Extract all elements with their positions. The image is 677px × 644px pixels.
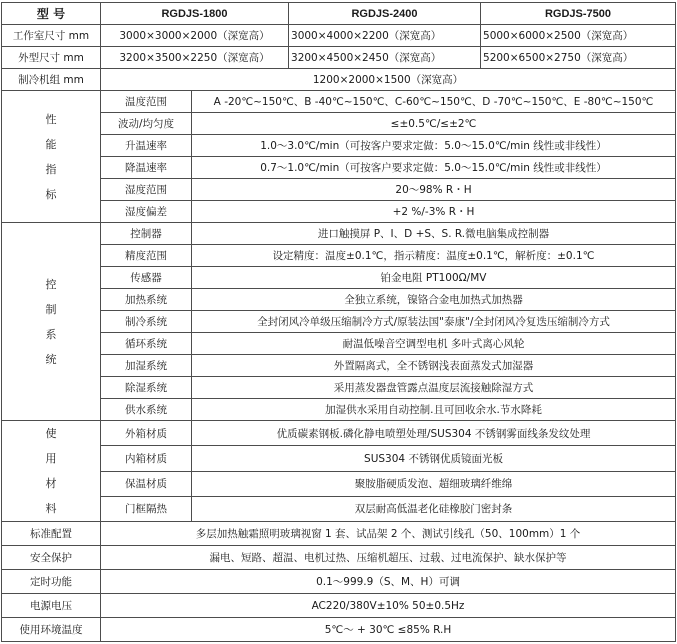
row-label: 湿度偏差	[101, 201, 192, 223]
row-value: 0.7～1.0℃/min（可按客户要求定做：5.0～15.0℃/min 线性或非线性）	[192, 157, 676, 179]
group-title-char: 统	[45, 352, 57, 366]
spec-row	[2, 546, 676, 570]
group-title	[2, 223, 101, 421]
spec-row	[2, 399, 676, 421]
row-label: 外型尺寸 mm	[2, 47, 101, 69]
row-value: AC220/380V±10% 50±0.5Hz	[101, 594, 676, 618]
row-label: 循环系统	[101, 333, 192, 355]
size-row	[2, 25, 676, 47]
row-value: 5℃～ + 30℃ ≤85% R.H	[101, 618, 676, 642]
size-value: 3000×4000×2200（深宽高）	[289, 25, 481, 47]
row-label: 标准配置	[2, 522, 101, 546]
row-label: 波动/均匀度	[101, 113, 192, 135]
size-row	[2, 47, 676, 69]
row-label: 精度范围	[101, 245, 192, 267]
size-value: 5200×6500×2750（深宽高）	[481, 47, 676, 69]
row-value: 优质碳素钢板.磷化静电喷塑处理/SUS304 不锈钢雾面线条发纹处理	[192, 421, 676, 446]
header-model-7500: RGDJS-7500	[481, 3, 676, 25]
refrigeration-row	[2, 69, 676, 91]
row-value: 0.1～999.9（S、M、H）可调	[101, 570, 676, 594]
spec-row	[2, 446, 676, 471]
row-label: 除湿系统	[101, 377, 192, 399]
group-title-char: 标	[45, 187, 57, 201]
row-value: +2 %/-3% R・H	[192, 201, 676, 223]
row-value: 20～98% R・H	[192, 179, 676, 201]
spec-row	[2, 157, 676, 179]
group-title-char: 性	[45, 112, 57, 126]
bottom-body	[2, 522, 676, 642]
row-value: 多层加热触霜照明玻璃视窗 1 套、试品架 2 个、测试引线孔（50、100mm）1 个	[101, 522, 676, 546]
row-value: 进口触摸屏 P、I、D +S、S. R.微电脑集成控制器	[192, 223, 676, 245]
row-label: 传感器	[101, 267, 192, 289]
spec-row	[2, 245, 676, 267]
spec-row	[2, 267, 676, 289]
group-title-char: 系	[45, 327, 57, 341]
spec-row	[2, 594, 676, 618]
header-model-2400: RGDJS-2400	[289, 3, 481, 25]
spec-table-body	[2, 3, 676, 91]
row-value: 耐温低噪音空调型电机 多叶式离心风轮	[192, 333, 676, 355]
spec-row	[2, 201, 676, 223]
header-row	[2, 3, 676, 25]
group-title-char: 料	[45, 502, 57, 515]
row-label: 供水系统	[101, 399, 192, 421]
row-label: 安全保护	[2, 546, 101, 570]
row-label: 降温速率	[101, 157, 192, 179]
group-title	[2, 91, 101, 223]
row-value: 1200×2000×1500（深宽高）	[101, 69, 676, 91]
spec-row	[2, 377, 676, 399]
header-model-1800: RGDJS-1800	[101, 3, 289, 25]
group-title-char: 材	[45, 477, 57, 490]
row-label: 使用环境温度	[2, 618, 101, 642]
row-value: SUS304 不锈钢优质镜面光板	[192, 446, 676, 471]
spec-row	[2, 570, 676, 594]
row-label: 控制器	[101, 223, 192, 245]
row-label: 温度范围	[101, 91, 192, 113]
row-label: 定时功能	[2, 570, 101, 594]
spec-row	[2, 91, 676, 113]
row-value: 加湿供水采用自动控制.且可回收余水.节水降耗	[192, 399, 676, 421]
row-value: 聚胺脂硬质发泡、超细玻璃纤维绵	[192, 471, 676, 496]
size-value: 5000×6000×2500（深宽高）	[481, 25, 676, 47]
row-label: 外箱材质	[101, 421, 192, 446]
spec-row	[2, 113, 676, 135]
row-label: 制冷系统	[101, 311, 192, 333]
group-title-char: 能	[45, 137, 57, 151]
size-value: 3200×4500×2450（深宽高）	[289, 47, 481, 69]
row-value: 全独立系统，镍铬合金电加热式加热器	[192, 289, 676, 311]
spec-row	[2, 522, 676, 546]
spec-row	[2, 311, 676, 333]
group-title-char: 制	[45, 302, 57, 316]
row-value: 铂金电阻 PT100Ω/MV	[192, 267, 676, 289]
spec-row	[2, 618, 676, 642]
spec-row	[2, 333, 676, 355]
size-value: 3000×3000×2000（深宽高）	[101, 25, 289, 47]
spec-row	[2, 223, 676, 245]
group-title	[2, 421, 101, 522]
row-value: 采用蒸发器盘管露点温度层流接触除湿方式	[192, 377, 676, 399]
spec-row	[2, 421, 676, 446]
size-value: 3200×3500×2250（深宽高）	[101, 47, 289, 69]
group-title-char: 控	[45, 277, 57, 291]
spec-row	[2, 471, 676, 496]
row-value: 双层耐高低温老化硅橡胶门密封条	[192, 496, 676, 521]
spec-row	[2, 289, 676, 311]
group-title-char: 指	[45, 162, 57, 176]
row-value: 外置隔离式，全不锈钢浅表面蒸发式加湿器	[192, 355, 676, 377]
header-model-label: 型 号	[2, 3, 101, 25]
group-title-char: 用	[45, 452, 57, 465]
group-title-char: 使	[45, 427, 57, 440]
row-label: 内箱材质	[101, 446, 192, 471]
row-label: 制冷机组 mm	[2, 69, 101, 91]
row-label: 电源电压	[2, 594, 101, 618]
row-label: 门框隔热	[101, 496, 192, 521]
row-value: 1.0～3.0℃/min（可按客户要求定做：5.0～15.0℃/min 线性或非线性）	[192, 135, 676, 157]
spec-row	[2, 179, 676, 201]
row-value: 设定精度：温度±0.1℃，指示精度：温度±0.1℃，解析度：±0.1℃	[192, 245, 676, 267]
row-label: 湿度范围	[101, 179, 192, 201]
row-label: 加湿系统	[101, 355, 192, 377]
row-label: 工作室尺寸 mm	[2, 25, 101, 47]
row-value: 漏电、短路、超温、电机过热、压缩机超压、过载、过电流保护、缺水保护等	[101, 546, 676, 570]
spec-row	[2, 496, 676, 521]
groups-body	[2, 91, 676, 522]
spec-table	[1, 2, 676, 642]
row-label: 升温速率	[101, 135, 192, 157]
row-value: A -20℃~150℃、B -40℃~150℃、C-60℃~150℃、D -70℃~150℃、E -80℃~150℃	[192, 91, 676, 113]
row-label: 加热系统	[101, 289, 192, 311]
spec-row	[2, 135, 676, 157]
row-value: ≤±0.5℃/≤±2℃	[192, 113, 676, 135]
spec-row	[2, 355, 676, 377]
row-value: 全封闭风冷单级压缩制冷方式/原装法国"泰康"/全封闭风冷复迭压缩制冷方式	[192, 311, 676, 333]
row-label: 保温材质	[101, 471, 192, 496]
